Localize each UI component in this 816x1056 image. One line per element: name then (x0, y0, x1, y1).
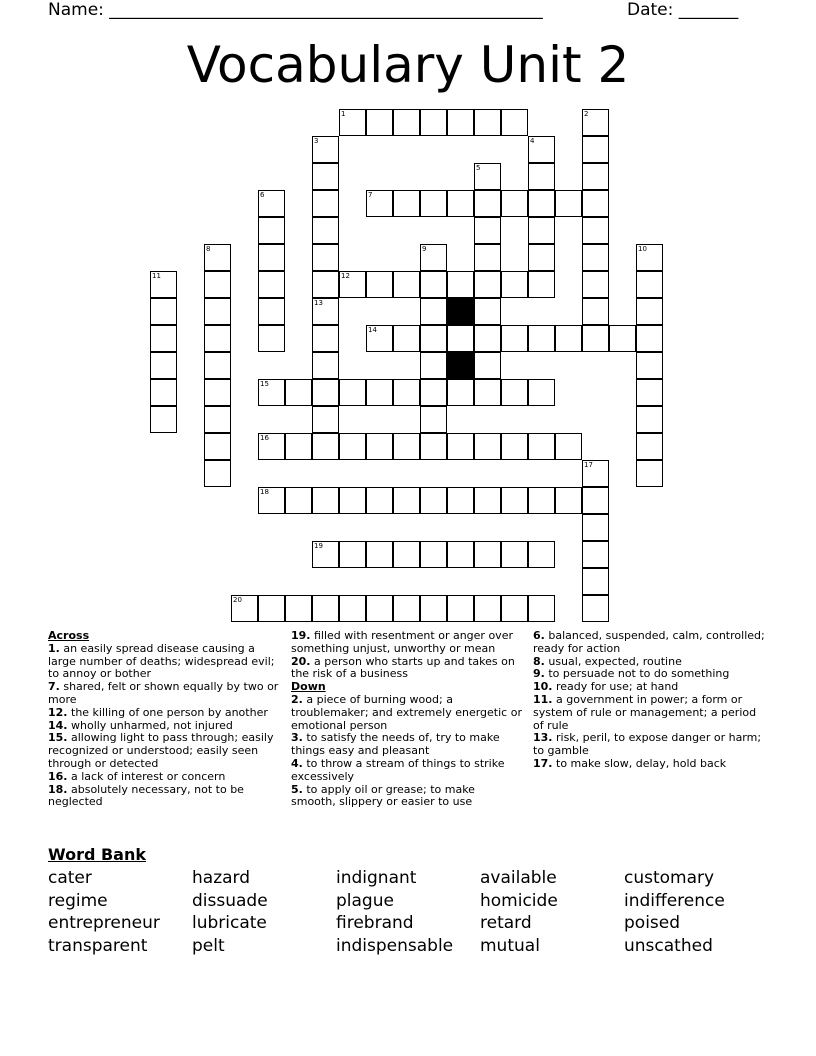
grid-cell (312, 190, 339, 217)
grid-cell (420, 487, 447, 514)
grid-cell (636, 433, 663, 460)
grid-cell (447, 190, 474, 217)
grid-cell (528, 163, 555, 190)
grid-cell (312, 433, 339, 460)
grid-cell (582, 244, 609, 271)
grid-cell (258, 217, 285, 244)
grid-cell (582, 298, 609, 325)
grid-cell (582, 595, 609, 622)
grid-cell (420, 298, 447, 325)
grid-cell (582, 217, 609, 244)
clue-down-2: 2. a piece of burning wood; a troublemaker; and extremely energetic or emotional person (291, 692, 522, 732)
grid-cell (393, 271, 420, 298)
grid-cell (501, 325, 528, 352)
grid-cell (636, 244, 663, 271)
date-field: Date: _______ (627, 0, 739, 20)
grid-cell (447, 379, 474, 406)
grid-cell (420, 595, 447, 622)
grid-cell (582, 460, 609, 487)
grid-cell (447, 595, 474, 622)
clue-down-11: 11. a government in power; a form or system of rule or management; a period of rule (533, 692, 757, 732)
grid-cell (204, 298, 231, 325)
clue-number: 7 (368, 191, 373, 199)
grid-cell (420, 244, 447, 271)
grid-cell (393, 433, 420, 460)
grid-cell (528, 541, 555, 568)
grid-cell (366, 433, 393, 460)
grid-cell (258, 244, 285, 271)
grid-cell (528, 190, 555, 217)
grid-cell (474, 595, 501, 622)
grid-cell (582, 163, 609, 190)
grid-cell (474, 379, 501, 406)
grid-cell (501, 271, 528, 298)
word-bank-item: entrepreneur (48, 913, 160, 934)
grid-cell (420, 352, 447, 379)
grid-cell (636, 460, 663, 487)
grid-cell (420, 190, 447, 217)
grid-cell (636, 271, 663, 298)
grid-cell (474, 271, 501, 298)
grid-cell (474, 487, 501, 514)
grid-cell (366, 109, 393, 136)
page-title: Vocabulary Unit 2 (186, 36, 630, 94)
grid-cell (501, 109, 528, 136)
word-bank-item: lubricate (192, 913, 267, 934)
clue-number: 6 (260, 191, 265, 199)
grid-cell (393, 487, 420, 514)
clue-across-7: 7. shared, felt or shown equally by two or more (48, 680, 279, 706)
grid-cell (231, 595, 258, 622)
word-bank-item: indispensable (336, 935, 454, 956)
grid-cell (636, 352, 663, 379)
clue-number: 12 (341, 272, 350, 280)
grid-cell (474, 433, 501, 460)
grid-cell (366, 190, 393, 217)
word-bank-item: poised (624, 913, 681, 934)
word-bank-item: unscathed (624, 935, 713, 956)
grid-cell (204, 244, 231, 271)
grid-cell (555, 487, 582, 514)
grid-cell (474, 541, 501, 568)
clue-number: 20 (233, 596, 242, 604)
grid-cell (312, 298, 339, 325)
clue-number: 9 (422, 245, 427, 253)
grid-cell (555, 325, 582, 352)
grid-cell (312, 487, 339, 514)
grid-cell (312, 352, 339, 379)
grid-cell (609, 325, 636, 352)
grid-cell (312, 136, 339, 163)
grid-cell (366, 541, 393, 568)
grid-cell (204, 460, 231, 487)
clue-down-3: 3. to satisfy the needs of, try to make things easy and pleasant (291, 731, 500, 758)
grid-cell (312, 217, 339, 244)
clue-number: 5 (476, 164, 481, 172)
grid-cell (366, 379, 393, 406)
word-bank-item: pelt (192, 935, 225, 956)
clue-number: 14 (368, 326, 377, 334)
grid-cell (258, 190, 285, 217)
clue-number: 10 (638, 245, 647, 253)
clue-number: 2 (584, 110, 589, 118)
clue-across-19: 19. filled with resentment or anger over something unjust, unworthy or mean (291, 629, 513, 655)
grid-cell (312, 271, 339, 298)
grid-cell (258, 271, 285, 298)
clue-number: 8 (206, 245, 211, 253)
clue-number: 1 (341, 110, 346, 118)
grid-cell (474, 109, 501, 136)
clue-down-13: 13. risk, peril, to expose danger or harm; to gamble (533, 731, 762, 758)
black-square (447, 352, 474, 379)
grid-cell (258, 325, 285, 352)
grid-cell (528, 379, 555, 406)
word-bank-item: available (480, 868, 557, 888)
clue-number: 16 (260, 434, 269, 442)
grid-cell (636, 379, 663, 406)
grid-cell (204, 325, 231, 352)
clue-number: 4 (530, 137, 535, 145)
grid-cell (393, 109, 420, 136)
grid-cell (150, 352, 177, 379)
clue-down-10: 10. ready for use; at hand (533, 680, 679, 694)
grid-cell (339, 271, 366, 298)
grid-cell (636, 298, 663, 325)
grid-cell (582, 487, 609, 514)
grid-cell (339, 595, 366, 622)
word-bank-item: plague (336, 890, 394, 911)
clue-number: 11 (152, 272, 161, 280)
grid-cell (204, 433, 231, 460)
across-heading: Across (48, 629, 90, 642)
grid-cell (501, 595, 528, 622)
grid-cell (366, 487, 393, 514)
grid-cell (339, 541, 366, 568)
grid-cell (258, 433, 285, 460)
clue-down-4: 4. to throw a stream of things to strike excessively (291, 756, 505, 783)
grid-cell (150, 298, 177, 325)
clue-across-18: 18. absolutely necessary, not to be neglected (48, 782, 244, 809)
grid-cell (366, 271, 393, 298)
grid-cell (312, 163, 339, 190)
grid-cell (150, 271, 177, 298)
grid-cell (474, 217, 501, 244)
grid-cell (501, 190, 528, 217)
grid-cell (420, 271, 447, 298)
word-bank-item: cater (48, 868, 92, 888)
grid-cell (393, 190, 420, 217)
grid-cell (204, 406, 231, 433)
grid-cell (636, 325, 663, 352)
grid-cell (204, 271, 231, 298)
grid-cell (528, 136, 555, 163)
grid-cell (420, 406, 447, 433)
grid-cell (258, 487, 285, 514)
grid-cell (528, 433, 555, 460)
grid-cell (447, 541, 474, 568)
grid-cell (582, 109, 609, 136)
grid-cell (528, 217, 555, 244)
grid-cell (393, 325, 420, 352)
grid-cell (582, 190, 609, 217)
grid-cell (582, 271, 609, 298)
clues-column-1 (48, 630, 280, 809)
grid-cell (447, 433, 474, 460)
grid-cell (447, 109, 474, 136)
clue-number: 3 (314, 137, 319, 145)
grid-cell (501, 433, 528, 460)
grid-cell (582, 136, 609, 163)
clue-down-5: 5. to apply oil or grease; to make smooth, slippery or easier to use (291, 782, 475, 809)
clue-down-17: 17. to make slow, delay, hold back (533, 756, 727, 770)
grid-cell (150, 325, 177, 352)
grid-cell (528, 244, 555, 271)
grid-cell (366, 325, 393, 352)
clue-across-1: 1. an easily spread disease causing a large number of deaths; widespread evil; to annoy or bother (48, 641, 275, 681)
grid-cell (420, 379, 447, 406)
grid-cell (339, 487, 366, 514)
grid-cell (474, 190, 501, 217)
word-bank-item: hazard (192, 868, 251, 888)
grid-cell (312, 595, 339, 622)
grid-cell (285, 433, 312, 460)
grid-cell (636, 406, 663, 433)
down-heading: Down (291, 680, 326, 694)
grid-cell (582, 514, 609, 541)
name-field: Name: ___________________________________________________ (48, 0, 543, 20)
clue-across-15: 15. allowing light to pass through; easily recognized or understood; easily seen through or detected (48, 731, 274, 770)
clue-number: 17 (584, 461, 593, 469)
word-bank-item: indifference (624, 890, 725, 911)
grid-cell (528, 487, 555, 514)
clue-down-6: 6. balanced, suspended, calm, controlled; ready for action (533, 629, 765, 655)
clue-down-8: 8. usual, expected, routine (533, 654, 682, 668)
word-bank-item: dissuade (192, 890, 268, 911)
grid-cell (420, 433, 447, 460)
clue-number: 15 (260, 380, 269, 388)
grid-cell (447, 271, 474, 298)
grid-cell (582, 541, 609, 568)
grid-cell (312, 244, 339, 271)
grid-cell (204, 352, 231, 379)
grid-cell (501, 487, 528, 514)
grid-cell (474, 163, 501, 190)
grid-cell (258, 379, 285, 406)
grid-cell (285, 379, 312, 406)
clue-across-16: 16. a lack of interest or concern (48, 769, 226, 783)
grid-cell (339, 433, 366, 460)
grid-cell (393, 379, 420, 406)
grid-cell (501, 379, 528, 406)
grid-cell (528, 325, 555, 352)
word-bank-item: indignant (336, 868, 417, 888)
grid-cell (447, 325, 474, 352)
grid-cell (474, 325, 501, 352)
grid-cell (528, 271, 555, 298)
word-bank-item: mutual (480, 935, 540, 956)
grid-cell (312, 325, 339, 352)
grid-cell (528, 595, 555, 622)
clue-down-9: 9. to persuade not to do something (533, 667, 730, 681)
grid-cell (366, 595, 393, 622)
grid-cell (312, 379, 339, 406)
clue-across-12: 12. the killing of one person by another (48, 705, 268, 719)
grid-cell (150, 379, 177, 406)
grid-cell (339, 379, 366, 406)
clue-across-20: 20. a person who starts up and takes on the risk of a business (291, 654, 515, 681)
word-bank-item: transparent (48, 935, 148, 956)
grid-cell (258, 595, 285, 622)
word-bank-item: firebrand (336, 913, 414, 934)
grid-cell (312, 406, 339, 433)
grid-cell (501, 541, 528, 568)
grid-cell (555, 190, 582, 217)
clue-number: 13 (314, 299, 323, 307)
clues-column-2 (291, 630, 523, 809)
word-bank-heading: Word Bank (48, 845, 147, 864)
grid-cell (393, 595, 420, 622)
grid-cell (474, 298, 501, 325)
grid-cell (420, 109, 447, 136)
clues-column-3 (533, 630, 769, 771)
clue-across-14: 14. wholly unharmed, not injured (48, 718, 233, 732)
grid-cell (258, 298, 285, 325)
grid-cell (555, 433, 582, 460)
grid-cell (285, 487, 312, 514)
word-bank-item: regime (48, 890, 108, 911)
grid-cell (393, 541, 420, 568)
grid-cell (474, 244, 501, 271)
grid-cell (474, 352, 501, 379)
grid-cell (420, 541, 447, 568)
word-bank-item: retard (480, 913, 532, 934)
word-bank-item: customary (624, 868, 715, 888)
grid-cell (285, 595, 312, 622)
black-square (447, 298, 474, 325)
grid-cell (447, 487, 474, 514)
word-bank-item: homicide (480, 890, 558, 911)
clue-number: 18 (260, 488, 269, 496)
grid-cell (582, 325, 609, 352)
grid-cell (150, 406, 177, 433)
grid-cell (339, 109, 366, 136)
clue-number: 19 (314, 542, 323, 550)
grid-cell (420, 325, 447, 352)
grid-cell (582, 568, 609, 595)
grid-cell (204, 379, 231, 406)
grid-cell (312, 541, 339, 568)
